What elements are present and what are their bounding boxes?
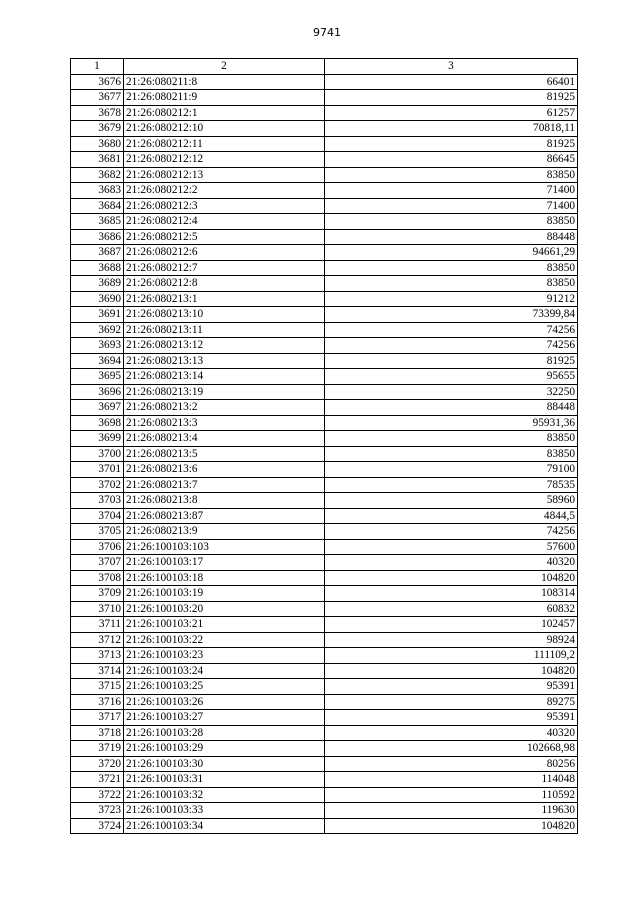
row-number: 3694	[71, 353, 124, 369]
row-number: 3721	[71, 772, 124, 788]
value: 83850	[325, 431, 578, 447]
cadastral-number: 21:26:080213:3	[124, 415, 325, 431]
cadastral-number: 21:26:100103:23	[124, 648, 325, 664]
table-row	[71, 539, 578, 555]
cadastral-number: 21:26:080212:1	[124, 105, 325, 121]
column-header-3: 3	[325, 59, 578, 75]
row-number: 3717	[71, 710, 124, 726]
cadastral-number: 21:26:080213:4	[124, 431, 325, 447]
row-number: 3693	[71, 338, 124, 354]
cadastral-number: 21:26:100103:22	[124, 632, 325, 648]
value: 32250	[325, 384, 578, 400]
table-row	[71, 229, 578, 245]
table-row	[71, 679, 578, 695]
value: 111109,2	[325, 648, 578, 664]
table-row	[71, 648, 578, 664]
cadastral-number: 21:26:100103:33	[124, 803, 325, 819]
table-row	[71, 198, 578, 214]
cadastral-number: 21:26:080213:5	[124, 446, 325, 462]
row-number: 3708	[71, 570, 124, 586]
table-row	[71, 291, 578, 307]
table-row	[71, 307, 578, 323]
table-row	[71, 803, 578, 819]
value: 110592	[325, 787, 578, 803]
row-number: 3709	[71, 586, 124, 602]
table-row	[71, 400, 578, 416]
value: 83850	[325, 260, 578, 276]
value: 70818,11	[325, 121, 578, 137]
value: 73399,84	[325, 307, 578, 323]
table-row	[71, 245, 578, 261]
value: 74256	[325, 322, 578, 338]
cadastral-number: 21:26:100103:29	[124, 741, 325, 757]
value: 91212	[325, 291, 578, 307]
row-number: 3705	[71, 524, 124, 540]
row-number: 3687	[71, 245, 124, 261]
table-row	[71, 741, 578, 757]
value: 89275	[325, 694, 578, 710]
table-row	[71, 74, 578, 90]
cadastral-number: 21:26:100103:31	[124, 772, 325, 788]
value: 71400	[325, 198, 578, 214]
value: 95931,36	[325, 415, 578, 431]
table-row	[71, 508, 578, 524]
value: 95391	[325, 679, 578, 695]
row-number: 3711	[71, 617, 124, 633]
table-row	[71, 725, 578, 741]
cadastral-number: 21:26:080213:11	[124, 322, 325, 338]
row-number: 3685	[71, 214, 124, 230]
row-number: 3676	[71, 74, 124, 90]
cadastral-number: 21:26:080213:87	[124, 508, 325, 524]
value: 114048	[325, 772, 578, 788]
cadastral-number: 21:26:080212:10	[124, 121, 325, 137]
table-row	[71, 555, 578, 571]
value: 57600	[325, 539, 578, 555]
row-number: 3678	[71, 105, 124, 121]
cadastral-number: 21:26:080212:2	[124, 183, 325, 199]
value: 95655	[325, 369, 578, 385]
table-row	[71, 710, 578, 726]
table-row	[71, 694, 578, 710]
row-number: 3713	[71, 648, 124, 664]
cadastral-number: 21:26:100103:20	[124, 601, 325, 617]
cadastral-number: 21:26:080213:9	[124, 524, 325, 540]
table-row	[71, 818, 578, 834]
row-number: 3692	[71, 322, 124, 338]
cadastral-number: 21:26:100103:27	[124, 710, 325, 726]
row-number: 3719	[71, 741, 124, 757]
table-row	[71, 90, 578, 106]
table-row	[71, 617, 578, 633]
row-number: 3681	[71, 152, 124, 168]
row-number: 3722	[71, 787, 124, 803]
row-number: 3715	[71, 679, 124, 695]
cadastral-number: 21:26:100103:19	[124, 586, 325, 602]
row-number: 3704	[71, 508, 124, 524]
cadastral-number: 21:26:100103:18	[124, 570, 325, 586]
value: 102457	[325, 617, 578, 633]
cadastral-number: 21:26:080211:9	[124, 90, 325, 106]
table-row	[71, 586, 578, 602]
table-row	[71, 183, 578, 199]
row-number: 3679	[71, 121, 124, 137]
value: 104820	[325, 663, 578, 679]
row-number: 3696	[71, 384, 124, 400]
value: 74256	[325, 524, 578, 540]
value: 40320	[325, 725, 578, 741]
cadastral-number: 21:26:080213:8	[124, 493, 325, 509]
table-row	[71, 384, 578, 400]
table-row	[71, 276, 578, 292]
cadastral-number: 21:26:100103:103	[124, 539, 325, 555]
row-number: 3699	[71, 431, 124, 447]
value: 83850	[325, 167, 578, 183]
row-number: 3691	[71, 307, 124, 323]
cadastral-number: 21:26:080211:8	[124, 74, 325, 90]
row-number: 3720	[71, 756, 124, 772]
value: 119630	[325, 803, 578, 819]
cadastral-number: 21:26:100103:25	[124, 679, 325, 695]
column-header-2: 2	[124, 59, 325, 75]
row-number: 3689	[71, 276, 124, 292]
value: 79100	[325, 462, 578, 478]
cadastral-number: 21:26:080213:19	[124, 384, 325, 400]
cadastral-number: 21:26:100103:28	[124, 725, 325, 741]
value: 81925	[325, 136, 578, 152]
cadastral-number: 21:26:080212:12	[124, 152, 325, 168]
table-row	[71, 260, 578, 276]
row-number: 3701	[71, 462, 124, 478]
cadastral-number: 21:26:080212:13	[124, 167, 325, 183]
value: 4844,5	[325, 508, 578, 524]
value: 66401	[325, 74, 578, 90]
value: 40320	[325, 555, 578, 571]
cadastral-number: 21:26:080213:2	[124, 400, 325, 416]
cadastral-number: 21:26:080212:8	[124, 276, 325, 292]
table-row	[71, 601, 578, 617]
cadastral-number: 21:26:080212:5	[124, 229, 325, 245]
value: 104820	[325, 570, 578, 586]
row-number: 3686	[71, 229, 124, 245]
cadastral-number: 21:26:100103:17	[124, 555, 325, 571]
table-row	[71, 167, 578, 183]
cadastral-number: 21:26:100103:30	[124, 756, 325, 772]
table-row	[71, 353, 578, 369]
table-row	[71, 152, 578, 168]
table-row	[71, 338, 578, 354]
value: 83850	[325, 214, 578, 230]
row-number: 3700	[71, 446, 124, 462]
cadastral-number: 21:26:100103:34	[124, 818, 325, 834]
value: 80256	[325, 756, 578, 772]
row-number: 3712	[71, 632, 124, 648]
value: 95391	[325, 710, 578, 726]
value: 88448	[325, 400, 578, 416]
table-row	[71, 369, 578, 385]
row-number: 3718	[71, 725, 124, 741]
cadastral-number: 21:26:080213:10	[124, 307, 325, 323]
cadastral-number: 21:26:080212:4	[124, 214, 325, 230]
table-row	[71, 632, 578, 648]
cadastral-number: 21:26:080213:6	[124, 462, 325, 478]
table-body	[71, 74, 578, 834]
value: 78535	[325, 477, 578, 493]
row-number: 3702	[71, 477, 124, 493]
row-number: 3683	[71, 183, 124, 199]
table-row	[71, 415, 578, 431]
cadastral-number: 21:26:080212:11	[124, 136, 325, 152]
table-row	[71, 493, 578, 509]
row-number: 3677	[71, 90, 124, 106]
cadastral-number: 21:26:080213:13	[124, 353, 325, 369]
table-row	[71, 462, 578, 478]
row-number: 3706	[71, 539, 124, 555]
table-row	[71, 756, 578, 772]
value: 94661,29	[325, 245, 578, 261]
row-number: 3688	[71, 260, 124, 276]
table-row	[71, 477, 578, 493]
table-row	[71, 322, 578, 338]
table-row	[71, 446, 578, 462]
row-number: 3707	[71, 555, 124, 571]
row-number: 3690	[71, 291, 124, 307]
value: 61257	[325, 105, 578, 121]
cadastral-number: 21:26:100103:24	[124, 663, 325, 679]
cadastral-number: 21:26:080213:7	[124, 477, 325, 493]
cadastral-number: 21:26:100103:26	[124, 694, 325, 710]
row-number: 3716	[71, 694, 124, 710]
column-header-1: 1	[71, 59, 124, 75]
table-row	[71, 105, 578, 121]
table-row	[71, 570, 578, 586]
row-number: 3710	[71, 601, 124, 617]
value: 88448	[325, 229, 578, 245]
value: 74256	[325, 338, 578, 354]
cadastral-number: 21:26:080213:12	[124, 338, 325, 354]
value: 58960	[325, 493, 578, 509]
row-number: 3698	[71, 415, 124, 431]
table-row	[71, 787, 578, 803]
cadastral-number: 21:26:080212:7	[124, 260, 325, 276]
cadastral-number: 21:26:080213:1	[124, 291, 325, 307]
table-row	[71, 772, 578, 788]
registry-table	[70, 58, 578, 834]
value: 108314	[325, 586, 578, 602]
table-row	[71, 431, 578, 447]
header-row	[71, 59, 578, 75]
cadastral-number: 21:26:080213:14	[124, 369, 325, 385]
cadastral-number: 21:26:080212:3	[124, 198, 325, 214]
row-number: 3697	[71, 400, 124, 416]
row-number: 3714	[71, 663, 124, 679]
value: 98924	[325, 632, 578, 648]
table-row	[71, 663, 578, 679]
table-row	[71, 214, 578, 230]
page-number: 9741	[313, 26, 341, 39]
row-number: 3684	[71, 198, 124, 214]
cadastral-number: 21:26:100103:32	[124, 787, 325, 803]
value: 102668,98	[325, 741, 578, 757]
value: 86645	[325, 152, 578, 168]
table-row	[71, 136, 578, 152]
row-number: 3682	[71, 167, 124, 183]
value: 83850	[325, 276, 578, 292]
value: 104820	[325, 818, 578, 834]
value: 83850	[325, 446, 578, 462]
cadastral-number: 21:26:100103:21	[124, 617, 325, 633]
value: 60832	[325, 601, 578, 617]
row-number: 3680	[71, 136, 124, 152]
table-row	[71, 524, 578, 540]
value: 81925	[325, 353, 578, 369]
row-number: 3724	[71, 818, 124, 834]
row-number: 3723	[71, 803, 124, 819]
row-number: 3695	[71, 369, 124, 385]
value: 81925	[325, 90, 578, 106]
value: 71400	[325, 183, 578, 199]
cadastral-number: 21:26:080212:6	[124, 245, 325, 261]
row-number: 3703	[71, 493, 124, 509]
table-row	[71, 121, 578, 137]
